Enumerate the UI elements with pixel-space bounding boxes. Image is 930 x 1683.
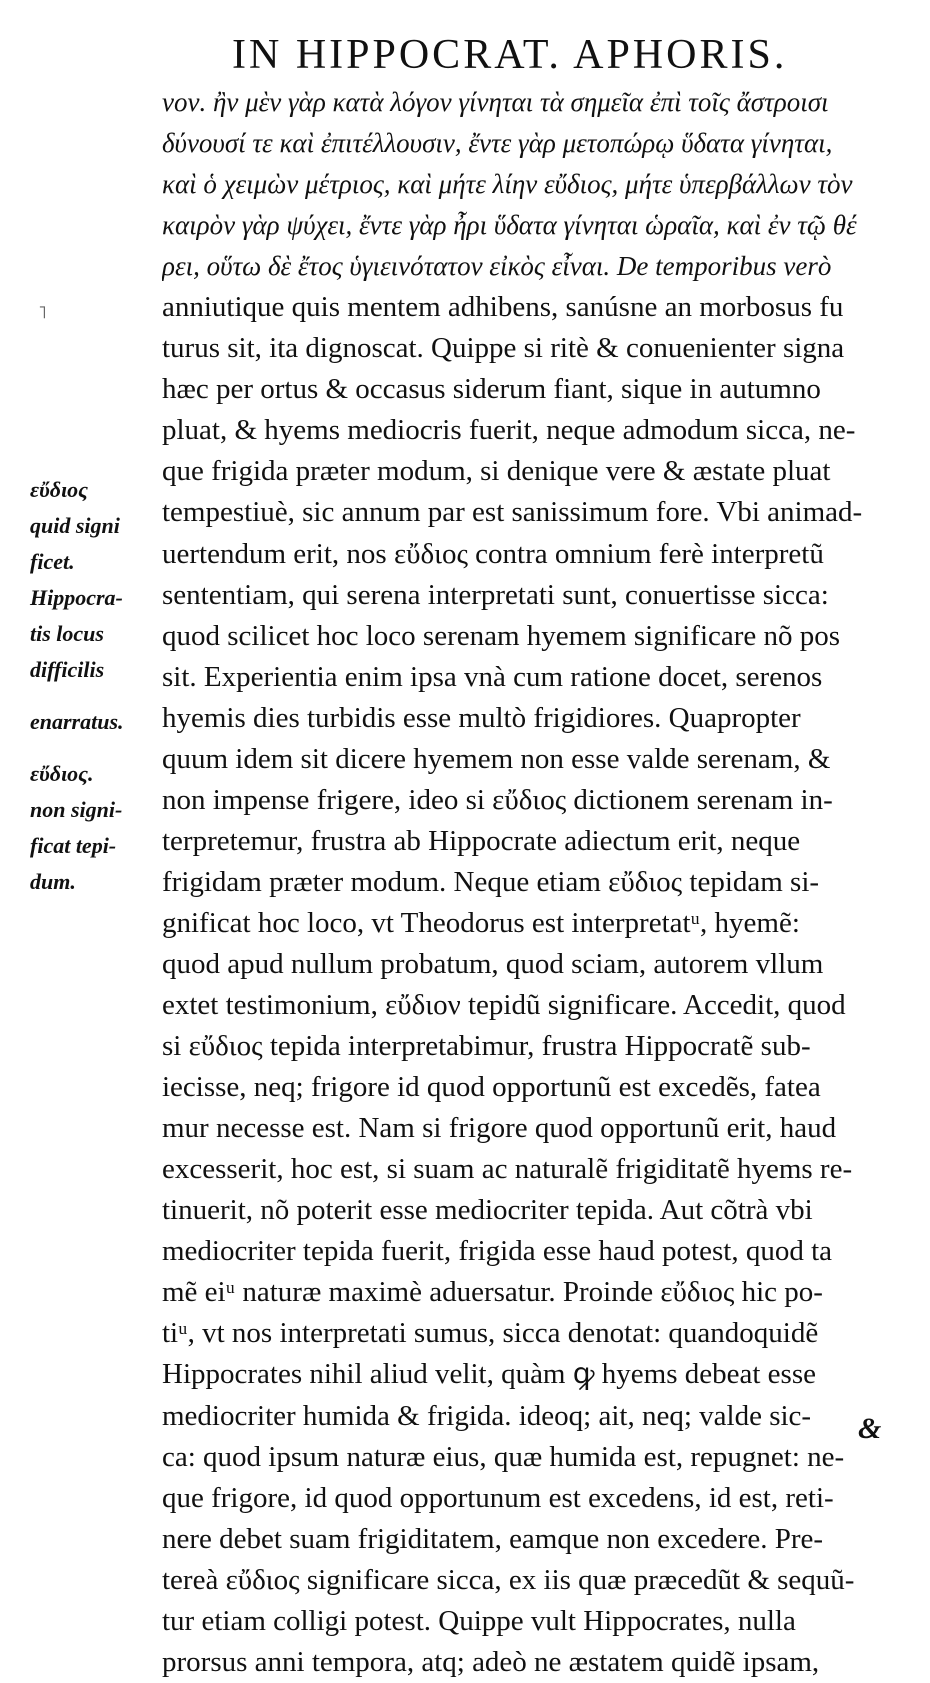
text-line: que frigore, id quod opportunum est excedens, id est, reti- [162,1481,834,1514]
text-line: sententiam, qui serena interpretati sunt, conuertisse sicca: [162,578,829,611]
catchword: & [858,1412,882,1445]
text-line: tinuerit, nõ poterit esse mediocriter tepida. Aut cõtrà vbi [162,1194,813,1227]
text-line: quod apud nullum probatum, quod sciam, autorem vllum [162,947,824,980]
text-line: excesserit, hoc est, si suam ac naturalẽ frigiditatẽ hyems re- [162,1153,853,1186]
text-line: tempestiuè, sic annum par est sanissimum fore. Vbi animad- [162,496,863,529]
margin-notes [30,472,160,900]
text-line: ρει, οὕτω δὲ ἔτος ὑγιεινότατον εἰκὸς εἶναι. De temporibus verò [162,251,832,282]
text-line: sit. Experientia enim ipsa vnà cum ratione docet, serenos [162,660,823,693]
text-line: turus sit, ita dignoscat. Quippe si ritè & conuenienter signa [162,332,845,365]
margin-note: quid signi [30,513,120,538]
text-line: iecisse, neq; frigore id quod opportunũ est excedẽs, fatea [162,1071,821,1104]
text-line: terpretemur, frustra ab Hippocrate adiectum erit, neque [162,824,801,857]
text-line: hæc per ortus & occasus siderum fiant, sique in autumno [162,373,821,406]
running-head: IN HIPPOCRAT. APHORIS. [232,32,788,78]
text-line: anniutique quis mentem adhibens, sanúsne an morbosus fu [162,291,844,324]
text-line: δύνουσί τε καὶ ἐπιτέλλουσιν, ἔντε γὰρ μετοπώρῳ ὕδατα γίνηται, [162,128,833,159]
text-line: tur etiam colligi potest. Quippe vult Hippocrates, nulla [162,1604,796,1637]
text-line: extet testimonium, εὔδιον tepidũ significare. Accedit, quod [162,989,846,1022]
text-line: quod scilicet hoc loco serenam hyemem significare nõ pos [162,619,841,652]
text-line: si εὔδιος tepida interpretabimur, frustra Hippocratẽ sub- [162,1030,811,1063]
stray-ink-mark: ˥ [38,302,47,323]
margin-note: ficet. [30,549,75,574]
text-line: prorsus anni tempora, atq; adeò ne æstatem quidẽ ipsam, [162,1645,820,1678]
text-line: que frigida præter modum, si denique vere & æstate pluat [162,455,831,488]
text-line: tiᵘ, vt nos interpretati sumus, sicca denotat: quandoquidẽ [162,1317,819,1350]
margin-note: εὔδιος. [30,761,94,786]
margin-note: εὔδιος [30,477,88,502]
margin-note: dum. [30,869,76,894]
text-line: tereà εὔδιος significare sicca, ex iis quæ præcedũt & sequũ- [162,1563,855,1596]
text-line: mur necesse est. Nam si frigore quod opportunũ erit, haud [162,1112,837,1145]
text-line: nere debet suam frigiditatem, eamque non excedere. Pre- [162,1522,824,1555]
text-line: pluat, & hyems mediocris fuerit, neque admodum sicca, ne- [162,414,856,447]
text-line: hyemis dies turbidis esse multò frigidiores. Quapropter [162,701,801,734]
margin-note: Hippocra- [30,585,123,610]
text-line: frigidam præter modum. Neque etiam εὔδιος tepidam si- [162,865,820,898]
margin-note: ficat tepi- [30,833,117,858]
text-line: uertendum erit, nos εὔδιος contra omnium ferè interpretũ [162,537,824,570]
margin-note: non signi- [30,797,123,822]
text-line: mẽ eiᵘ naturæ maximè aduersatur. Proinde εὔδιος hic po- [162,1276,823,1309]
margin-note: tis locus [30,621,104,646]
text-line: νον. ἢν μὲν γὰρ κατὰ λόγον γίνηται τὰ σημεῖα ἐπὶ τοῖς ἄστροισι [162,87,829,117]
text-line: Hippocrates nihil aliud velit, quàm ꝙ hyems debeat esse [162,1358,816,1391]
text-line: ca: quod ipsum naturæ eius, quæ humida est, repugnet: ne- [162,1440,845,1473]
margin-note: enarratus. [30,709,124,734]
text-line: καὶ ὁ χειμὼν μέτριος, καὶ μήτε λίην εὔδιος, μήτε ὑπερβάλλων τὸν [162,169,853,200]
body-text [162,82,922,1683]
text-line: gnificat hoc loco, vt Theodorus est interpretatᵘ, hyemẽ: [162,906,800,939]
text-line: καιρὸν γὰρ ψύχει, ἔντε γὰρ ἦρι ὕδατα γίνηται ὡραῖα, καὶ ἐν τῷ θέ [162,210,857,241]
text-line: mediocriter tepida fuerit, frigida esse haud potest, quod ta [162,1235,833,1268]
text-line: quum idem sit dicere hyemem non esse valde serenam, & [162,742,831,775]
text-line: non impense frigere, ideo si εὔδιος dictionem serenam in- [162,783,833,816]
text-line: mediocriter humida & frigida. ideoq; ait, neq; valde sic- [162,1399,812,1432]
margin-note: difficilis [30,657,105,682]
